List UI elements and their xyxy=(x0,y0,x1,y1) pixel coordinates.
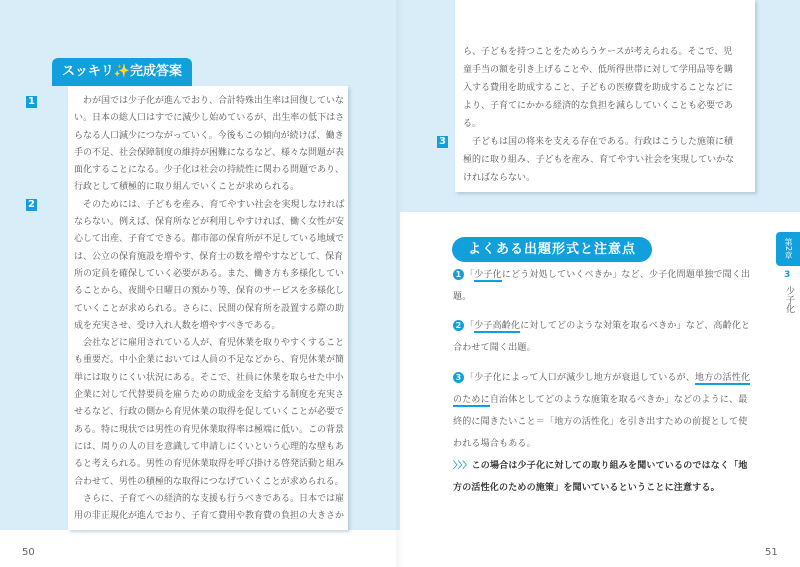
underlined-keyword: 少子化 xyxy=(474,270,502,280)
text-line: 会社などに雇用されている人が、育児休業を取りやすくすること xyxy=(74,338,345,349)
text-line: 単には取りにくい状況にある。そこで、社員に休業を取らせた中小 xyxy=(74,372,344,383)
text-line: ていくことが求められる。さらに、民間の保育所を設置する際の助 xyxy=(74,303,345,314)
text-line: ることから、夜間や日曜日の預かり等、保育のサービスを多様化し xyxy=(74,286,345,297)
item-3-line-1 xyxy=(453,368,750,390)
text: にどう対処していくべきか」など、少子化問題単独で聞く出 xyxy=(501,270,751,280)
text-line: わが国では少子化が進んでおり、合計特殊出生率は回復していな xyxy=(74,96,345,106)
note-line-2: 方の活性化のための施策」を聞いているということに注意する。 xyxy=(453,483,720,493)
text-line: 入する費用を助成すること、子どもの医療費を助成することなどに xyxy=(463,83,734,93)
text-line: も重要だ。中小企業においては人員の不足などから、育児休業が簡 xyxy=(74,355,345,366)
item-1-line-1 xyxy=(453,265,750,287)
text-line: 面化することになる。少子化は社会の持続性に関わる問題であり、 xyxy=(74,165,345,176)
text-line: ら、子どもを持つことをためらうケースが考えられる。そこで、児 xyxy=(463,47,733,57)
text-line: い。日本の総人口はすでに減少し始めているが、出生率の低下はさ xyxy=(74,113,345,124)
text-line: 所の定員を確保していく必要がある。また、働き方も多様化してい xyxy=(74,268,345,279)
page-number-right: 51 xyxy=(765,547,778,558)
section-number: 3 xyxy=(784,270,791,280)
text-line: ならない。例えば、保育所などが利用しやすければ、働く女性が安 xyxy=(74,217,345,228)
text: 「 xyxy=(465,270,475,280)
text-line: 手の不足、社会保障制度の維持が困難になるなど、様々な問題が表 xyxy=(74,147,345,158)
paragraph-marker-2: 2 xyxy=(26,199,37,211)
text-line: る。 xyxy=(463,119,482,129)
item-3-line-4: われる場合もある。 xyxy=(453,439,536,449)
text-line: は、公立の保育施設を増やす、保育士の数を増やすなどして、保育 xyxy=(74,251,344,262)
text: 「 xyxy=(465,321,475,331)
text-line: 童手当の額を引き上げることや、低所得世帯に対して学用品等を購 xyxy=(463,65,733,75)
triple-chevron-icon: 〉〉〉 xyxy=(453,461,472,471)
paragraph-marker-3: 3 xyxy=(437,136,448,148)
section-name: 少子化 xyxy=(784,286,794,313)
text: この場合は少子化に対しての取り組みを聞いているのではなく「地 xyxy=(471,461,748,471)
underlined-keyword: 少子高齢化 xyxy=(474,321,521,331)
text-line: せるなど、行政の側から育児休業の取得を促していくことが必要で xyxy=(74,407,345,418)
text-line: には、周りの人の目を意識して申請しにくいという心理的な壁もあ xyxy=(74,441,345,452)
text-line: 行政として積極的に取り組んでいくことが求められる。 xyxy=(74,182,300,193)
text-line: 成を充実させ、受け入れ人数を増やすべきである。 xyxy=(74,320,281,331)
text: 自治体としてどのような施策を取るべきか」などのように、最 xyxy=(489,395,748,405)
note-line-1 xyxy=(453,456,748,478)
number-circle-icon: 1 xyxy=(453,269,464,280)
item-1-line-2: 題。 xyxy=(453,292,472,302)
item-2-line-1 xyxy=(453,316,750,338)
book-gutter xyxy=(396,0,404,567)
text-line: 子どもは国の将来を支える存在である。行政はこうした施策に積 xyxy=(463,137,734,147)
underlined-keyword: 地方の活性化 xyxy=(695,373,751,383)
underlined-keyword: のために xyxy=(453,395,490,405)
text-line: 合わせて、男性の積極的な取得につなげていくことが求められる。 xyxy=(74,476,344,487)
text-line: ければならない。 xyxy=(463,173,536,183)
text-line: より、子育てにかかる経済的な負担を減らしていくことも必要であ xyxy=(463,101,734,111)
item-3-line-2 xyxy=(453,390,747,412)
text-line: 極的に取り組み、子どもを産み、育てやすい社会を実現していかな xyxy=(463,155,735,165)
chapter-tab: 第2章 xyxy=(776,232,800,266)
page-number-left: 50 xyxy=(22,547,35,558)
number-circle-icon: 2 xyxy=(453,320,464,331)
item-3-line-3: 終的に聞きたいこと＝「地方の活性化」を引き出すための前提として使 xyxy=(453,417,748,427)
answer-card-right xyxy=(455,0,755,192)
answer-tab-title: スッキリ✨完成答案 xyxy=(52,58,192,86)
item-2-line-2: 合わせて聞く出題。 xyxy=(453,343,536,353)
text-line: 用の非正規化が進んでおり、子育て費用や教育費の負担の大きさか xyxy=(74,511,345,522)
text-line: 企業に対して代替要員を雇うための助成金を支給する制度を充実さ xyxy=(74,390,345,401)
text-line: らなる人口減少につながっていく。今後もこの傾向が続けば、働き xyxy=(74,130,344,141)
text-line: ある。特に現状では男性の育児休業取得率は極端に低い。この背景 xyxy=(74,424,345,435)
paragraph-marker-1: 1 xyxy=(26,96,37,108)
section-heading: よくある出題形式と注意点 xyxy=(452,237,652,262)
text: に対してどのような対策を取るべきか」など、高齢化と xyxy=(520,321,751,331)
answer-card-left xyxy=(68,86,348,530)
text-line: そのためには、子どもを産み、育てやすい社会を実現しなければ xyxy=(74,199,345,210)
text-line: ると考えられる。男性の育児休業取得を呼び掛ける啓発活動と組み xyxy=(74,459,345,470)
number-circle-icon: 3 xyxy=(453,372,464,383)
text-line: 心して出産、子育てできる。都市部の保育所が不足している地域で xyxy=(74,234,345,245)
text-line: さらに、子育てへの経済的な支援も行うべきである。日本では雇 xyxy=(74,493,345,504)
text: 「少子化によって人口が減少し地方が衰退しているが、 xyxy=(465,373,696,383)
